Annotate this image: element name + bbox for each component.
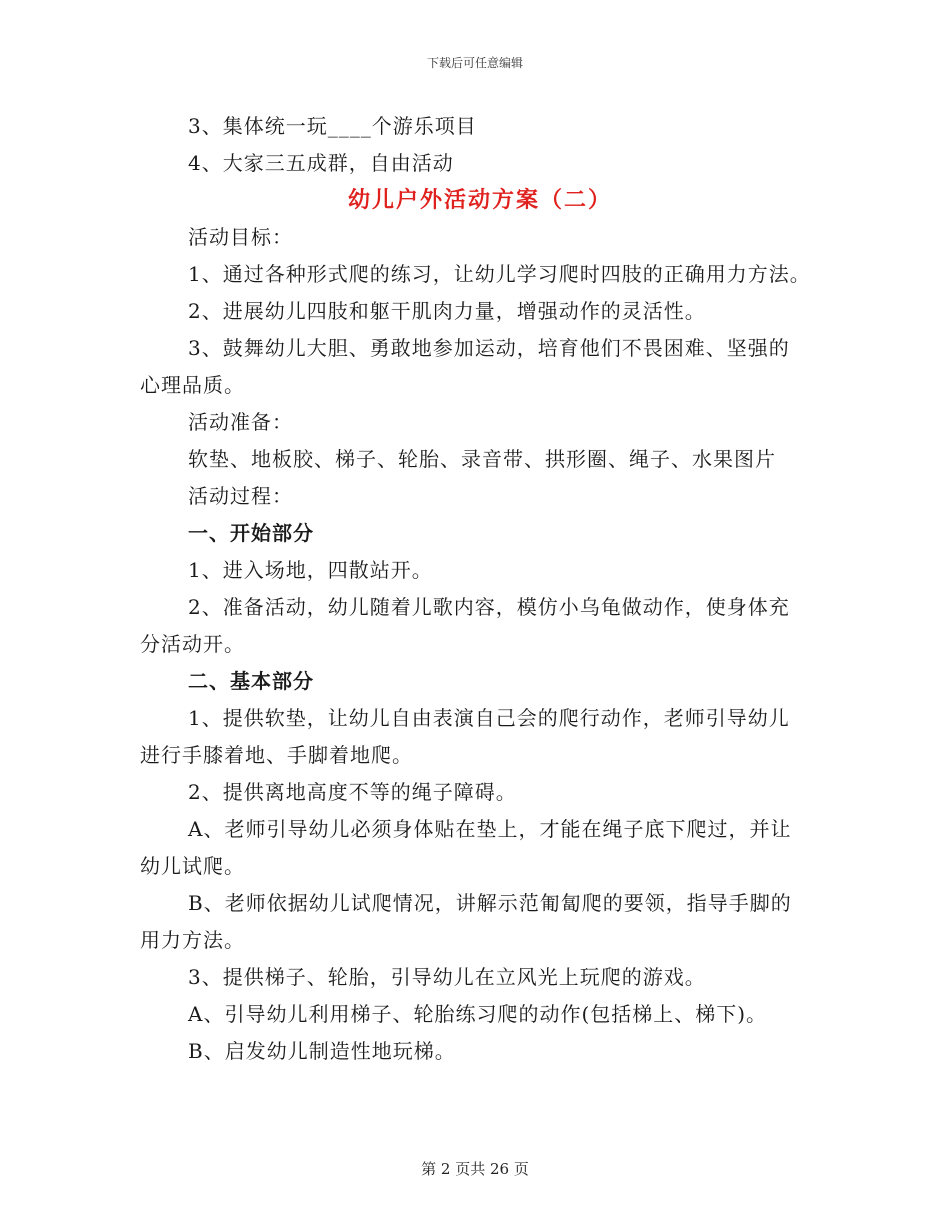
paragraph-line: 活动准备： (188, 410, 293, 434)
document-body (140, 108, 820, 1070)
paragraph-line: 心理品质。 (140, 373, 245, 397)
paragraph-line: 进行手膝着地、手脚着地爬。 (140, 743, 413, 767)
paragraph-line: 活动目标： (188, 225, 293, 249)
paragraph-line: 1、提供软垫，让幼儿自由表演自己会的爬行动作，老师引导幼儿 (188, 706, 790, 730)
paragraph-line: 2、提供离地高度不等的绳子障碍。 (188, 780, 517, 804)
paragraph-line: B、启发幼儿制造性地玩梯。 (188, 1039, 456, 1063)
paragraph-line: B、老师依据幼儿试爬情况，讲解示范匍匐爬的要领，指导手脚的 (188, 891, 792, 915)
page-number: 第 2 页共 26 页 (421, 1160, 529, 1178)
paragraph-line: 活动过程： (188, 484, 293, 508)
paragraph-line: 软垫、地板胶、梯子、轮胎、录音带、拱形圈、绳子、水果图片 (188, 447, 776, 471)
paragraph-line: 2、准备活动，幼儿随着儿歌内容，模仿小乌龟做动作，使身体充 (188, 595, 790, 619)
subsection-heading: 一、开始部分 (188, 521, 314, 545)
paragraph-line: 1、进入场地，四散站开。 (188, 558, 433, 582)
paragraph-line: A、老师引导幼儿必须身体贴在垫上，才能在绳子底下爬过，并让 (188, 817, 792, 841)
paragraph-line: 3、集体统一玩____个游乐项目 (188, 114, 477, 138)
paragraph-line: 1、通过各种形式爬的练习，让幼儿学习爬时四肢的正确用力方法。 (188, 262, 811, 286)
section-title: 幼儿户外活动方案（二） (347, 187, 612, 213)
paragraph-line: 4、大家三五成群，自由活动 (188, 151, 454, 175)
paragraph-line: 分活动开。 (140, 632, 245, 656)
page-header-note: 下载后可任意编辑 (426, 56, 523, 70)
paragraph-line: A、引导幼儿利用梯子、轮胎练习爬的动作(包括梯上、梯下)。 (188, 1002, 768, 1026)
paragraph-line: 3、鼓舞幼儿大胆、勇敢地参加运动，培育他们不畏困难、坚强的 (188, 336, 790, 360)
paragraph-line: 用力方法。 (140, 928, 245, 952)
paragraph-line: 幼儿试爬。 (140, 854, 245, 878)
subsection-heading: 二、基本部分 (188, 669, 314, 693)
paragraph-line: 2、进展幼儿四肢和躯干肌肉力量，增强动作的灵活性。 (188, 299, 706, 323)
paragraph-line: 3、提供梯子、轮胎，引导幼儿在立风光上玩爬的游戏。 (188, 965, 706, 989)
